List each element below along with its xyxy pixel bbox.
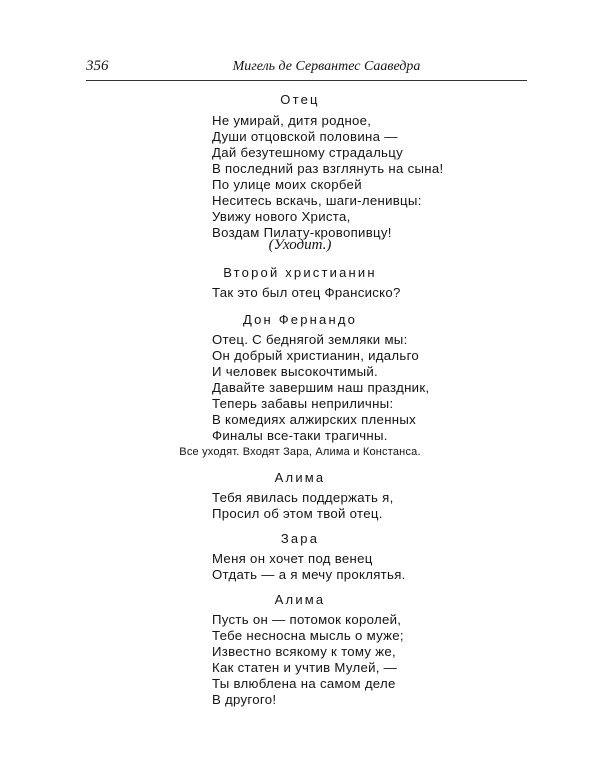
verse-alima-2 <box>212 612 404 708</box>
verse-father <box>212 113 443 241</box>
verse-line: Так это был отец Франсиско? <box>212 285 401 300</box>
verse-line: В комедиях алжирских пленных <box>212 412 417 427</box>
verse-line: Не умирай, дитя родное, <box>212 113 372 128</box>
speech-alima-1 <box>0 469 600 487</box>
running-title: Мигель де Сервантес Сааведра <box>232 59 421 74</box>
verse-line: Финалы все-таки трагичны. <box>212 428 388 443</box>
speaker-name: Дон Фернандо <box>242 312 358 327</box>
stage-exit <box>0 235 600 255</box>
verse-line: По улице моих скорбей <box>212 177 362 192</box>
verse-don-fernando <box>212 332 429 444</box>
verse-line: Отец. С беднягой земляки мы: <box>212 332 408 347</box>
verse-line: Теперь забавы неприличны: <box>212 396 394 411</box>
verse-line: Тебе несносна мысль о муже; <box>212 628 404 643</box>
stage-remark: (Уходит.) <box>268 237 332 253</box>
stage-direction-block <box>0 444 600 460</box>
verse-line: Как статен и учтив Мулей, — <box>212 660 398 675</box>
speech-father <box>0 91 600 109</box>
verse-line: Давайте завершим наш праздник, <box>212 380 430 395</box>
verse-line: Отдать — а я мечу проклятья. <box>212 567 406 582</box>
verse-line: И человек высокочтимый. <box>212 364 378 379</box>
verse-line: Дай безутешному страдальцу <box>212 145 403 160</box>
verse-line: Тебя явилась поддержать я, <box>212 490 394 505</box>
speech-don-fernando <box>0 311 600 329</box>
verse-line: Просил об этом твой отец. <box>212 506 383 521</box>
verse-line: Неситесь вскачь, шаги-ленивцы: <box>212 193 422 208</box>
verse-line: Ты влюблена на самом деле <box>212 676 396 691</box>
verse-line: Увижу нового Христа, <box>212 209 351 224</box>
stage-direction: Все уходят. Входят Зара, Алима и Констанса. <box>179 446 421 458</box>
verse-line: Меня он хочет под венец <box>212 551 373 566</box>
speaker-name: Алима <box>274 592 326 607</box>
speech-second-christian <box>0 264 600 282</box>
verse-line: Воздам Пилату-кровопивцу! <box>212 225 392 240</box>
verse-second-christian <box>212 285 401 301</box>
verse-line: Известно всякому к тому же, <box>212 644 396 659</box>
verse-line: В последний раз взглянуть на сына! <box>212 161 444 176</box>
verse-line: Души отцовской половина — <box>212 129 398 144</box>
speech-zara <box>0 530 600 548</box>
verse-line: Пусть он — потомок королей, <box>212 612 402 627</box>
running-head <box>86 58 527 81</box>
speaker-name: Второй христианин <box>223 265 377 280</box>
verse-line: Он добрый христианин, идальго <box>212 348 420 363</box>
speaker-name: Зара <box>280 531 320 546</box>
speech-alima-2 <box>0 591 600 609</box>
speaker-name: Отец <box>280 92 320 107</box>
page-number: 356 <box>86 58 109 74</box>
verse-line: В другого! <box>212 692 277 707</box>
verse-zara <box>212 551 406 583</box>
speaker-name: Алима <box>274 470 326 485</box>
verse-alima-1 <box>212 490 394 522</box>
